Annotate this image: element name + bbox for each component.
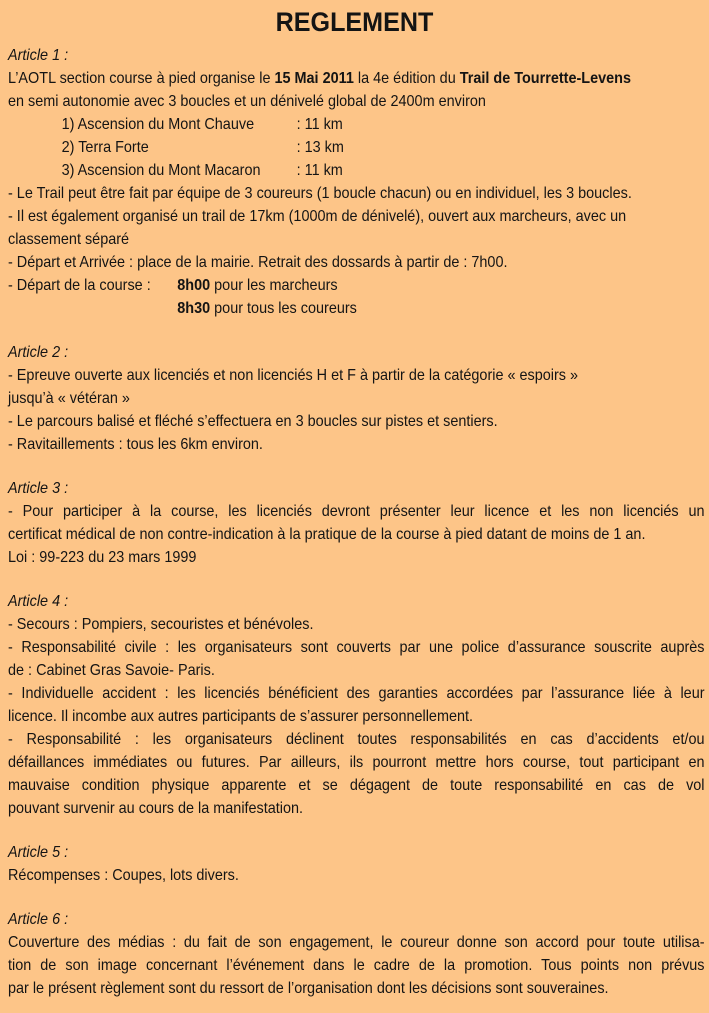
loop-name: 1) Ascension du Mont Chauve [61, 116, 255, 133]
article-4-line: - Responsabilité : les organisateurs déclinent toutes responsabilités en cas d’accidents et/ou [8, 731, 705, 748]
team-rule: - Le Trail peut être fait par équipe de 3 coureurs (1 boucle chacun) ou en individuel, les 3 boucles. [8, 185, 632, 202]
article-5-line: Récompenses : Coupes, lots divers. [8, 867, 239, 884]
article-4-heading: Article 4 : [8, 593, 69, 610]
article-1-intro [8, 67, 705, 90]
loop-item [8, 159, 709, 182]
start-location: - Départ et Arrivée : place de la mairie. Retrait des dossards à partir de : 7h00. [8, 254, 508, 271]
article-6-heading: Article 6 : [8, 911, 69, 928]
article-4-line: - Secours : Pompiers, secouristes et bénévoles. [8, 616, 314, 633]
loop-distance: : 13 km [296, 139, 344, 156]
page-title: REGLEMENT [275, 7, 434, 37]
article-6-line: par le présent règlement sont du ressort de l’organisation dont les décisions sont souveraines. [8, 980, 609, 997]
walk-rule: - Il est également organisé un trail de 17km (1000m de dénivelé), ouvert aux marcheurs, avec un [8, 208, 627, 225]
race-start-time [8, 274, 705, 297]
article-6-line: Couverture des médias : du fait de son engagement, le coureur donne son accord pour toute utilisa- [8, 934, 705, 951]
intro-text: la 4e édition du [353, 70, 460, 87]
intro-text: L’AOTL section course à pied organise le [8, 70, 275, 87]
walkers-time-text: pour les marcheurs [210, 277, 338, 294]
runners-time: 8h30 [177, 300, 211, 317]
loop-name: 2) Terra Forte [61, 139, 149, 156]
article-4-line: licence. Il incombe aux autres participants de s’assurer personnellement. [8, 708, 474, 725]
article-4-line: défaillances immédiates ou futures. Par ailleurs, ils pourront mettre hors course, tout participant en [8, 754, 705, 771]
article-2-line: - Epreuve ouverte aux licenciés et non licenciés H et F à partir de la catégorie « espoirs » [8, 367, 579, 384]
loop-item [8, 136, 709, 159]
loop-name: 3) Ascension du Mont Macaron [61, 162, 261, 179]
article-1-intro-line2: en semi autonomie avec 3 boucles et un dénivelé global de 2400m environ [8, 93, 486, 110]
article-4-line: - Responsabilité civile : les organisateurs sont couverts par une police d’assurance souscrite auprès [8, 639, 705, 656]
article-2-line: jusqu’à « vétéran » [8, 390, 130, 407]
runners-time-text: pour tous les coureurs [210, 300, 357, 317]
race-start-time [8, 297, 709, 320]
article-3-line: certificat médical de non contre-indication à la pratique de la course à pied datant de moins de 1 an. [8, 526, 646, 543]
article-3-line: Loi : 99-223 du 23 mars 1999 [8, 549, 197, 566]
article-2-line: - Ravitaillements : tous les 6km environ. [8, 436, 263, 453]
walk-rule-cont: classement séparé [8, 231, 130, 248]
article-3-line: - Pour participer à la course, les licenciés devront présenter leur licence et les non licenciés un [8, 503, 705, 520]
walkers-time: 8h00 [177, 277, 211, 294]
race-start-label: - Départ de la course : [8, 277, 151, 294]
loop-distance: : 11 km [296, 116, 343, 133]
event-name: Trail de Tourrette-Levens [459, 70, 632, 87]
article-4-line: de : Cabinet Gras Savoie- Paris. [8, 662, 215, 679]
article-4-line: - Individuelle accident : les licenciés bénéficient des garanties accordées par l’assurance liée à leur [8, 685, 705, 702]
article-5-heading: Article 5 : [8, 844, 69, 861]
event-date: 15 Mai 2011 [274, 70, 354, 87]
article-3-heading: Article 3 : [8, 480, 69, 497]
article-2-heading: Article 2 : [8, 344, 69, 361]
article-4-line: pouvant survenir au cours de la manifestation. [8, 800, 304, 817]
loop-distance: : 11 km [296, 162, 343, 179]
article-4-line: mauvaise condition physique apparente et se dégagent de toute responsabilité en cas de vol [8, 777, 705, 794]
article-2-line: - Le parcours balisé et fléché s’effectuera en 3 boucles sur pistes et sentiers. [8, 413, 498, 430]
article-6-line: tion de son image concernant l’événement dans le cadre de la promotion. Tous points non prévus [8, 957, 705, 974]
article-1-heading: Article 1 : [8, 47, 69, 64]
loop-item [8, 113, 709, 136]
